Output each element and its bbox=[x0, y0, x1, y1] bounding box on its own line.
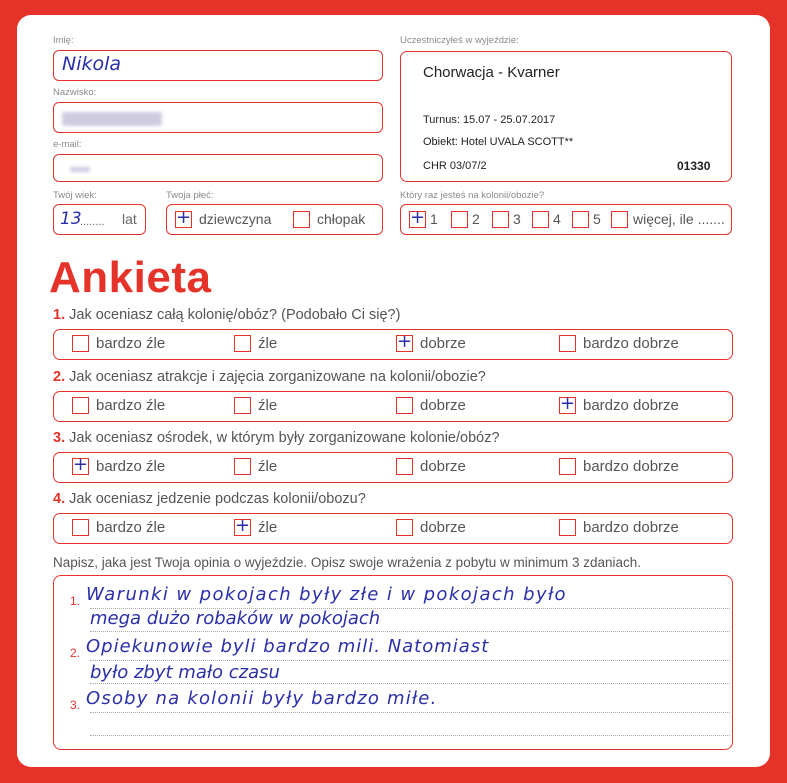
visits-option-3: 3 bbox=[513, 211, 521, 227]
answer-checkbox-4-1[interactable] bbox=[72, 519, 89, 536]
answer-mark-4: + bbox=[235, 515, 251, 536]
visits-checkbox-4[interactable] bbox=[532, 211, 549, 228]
visits-option-more: więcej, ile ....... bbox=[633, 211, 725, 227]
opinion-line-5: Osoby na kolonii były bardzo miłe. bbox=[86, 688, 438, 709]
answer-label-4-2: źle bbox=[258, 519, 278, 536]
answer-label-1-1: bardzo źle bbox=[96, 335, 166, 352]
gender-label: Twoja płeć: bbox=[166, 190, 214, 201]
answer-checkbox-4-4[interactable] bbox=[559, 519, 576, 536]
question-1: 1. Jak oceniasz całą kolonię/obóz? (Podobało Ci się?) bbox=[53, 307, 401, 323]
gender-option-girl: dziewczyna bbox=[199, 211, 272, 227]
answer-label-1-4: bardzo dobrze bbox=[583, 335, 679, 352]
answer-label-3-1: bardzo źle bbox=[96, 458, 166, 475]
survey-title: Ankieta bbox=[49, 253, 212, 302]
opinion-box[interactable] bbox=[53, 575, 733, 750]
trip-turnus: Turnus: 15.07 - 25.07.2017 bbox=[423, 114, 556, 126]
answer-mark-1: + bbox=[397, 331, 413, 352]
answer-label-4-1: bardzo źle bbox=[96, 519, 166, 536]
opinion-number-1: 1. bbox=[70, 594, 81, 608]
age-dots: ........ bbox=[80, 216, 105, 228]
visits-checkbox-1[interactable]: + bbox=[410, 207, 426, 228]
visits-option-4: 4 bbox=[553, 211, 561, 227]
visits-option-1: 1 bbox=[430, 211, 438, 227]
opinion-line-1: Warunki w pokojach były złe i w pokojach było bbox=[86, 584, 567, 605]
gender-checkbox-girl[interactable]: + bbox=[176, 207, 192, 228]
opinion-prompt: Napisz, jaka jest Twoja opinia o wyjeździe. Opisz swoje wrażenia z pobytu w minimum 3 zdaniach. bbox=[53, 555, 642, 570]
surname-label: Nazwisko: bbox=[53, 87, 97, 98]
visits-option-2: 2 bbox=[472, 211, 480, 227]
visits-label: Który raz jesteś na kolonii/obozie? bbox=[400, 190, 545, 201]
trip-code: CHR 03/07/2 bbox=[423, 160, 487, 172]
trip-number: 01330 bbox=[677, 159, 711, 173]
answer-label-1-2: źle bbox=[258, 335, 278, 352]
trip-obiekt: Obiekt: Hotel UVALA SCOTT** bbox=[423, 136, 574, 148]
answer-label-1-3: dobrze bbox=[420, 335, 466, 352]
answer-checkbox-3-4[interactable] bbox=[559, 458, 576, 475]
answer-label-3-4: bardzo dobrze bbox=[583, 458, 679, 475]
answer-checkbox-1-2[interactable] bbox=[234, 335, 251, 352]
gender-option-boy: chłopak bbox=[317, 211, 366, 227]
answer-mark-3: + bbox=[73, 454, 89, 475]
answer-checkbox-1-3[interactable] bbox=[396, 331, 413, 352]
question-2: 2. Jak oceniasz atrakcje i zajęcia zorganizowane na kolonii/obozie? bbox=[53, 369, 486, 385]
name-value: Nikola bbox=[62, 53, 122, 75]
answer-checkbox-1-4[interactable] bbox=[559, 335, 576, 352]
answer-checkbox-2-2[interactable] bbox=[234, 397, 251, 414]
name-label: Imię: bbox=[53, 35, 74, 46]
gender-field bbox=[166, 204, 383, 235]
visits-checkbox-more[interactable] bbox=[611, 211, 628, 228]
opinion-line-4: było zbyt mało czasu bbox=[90, 662, 280, 683]
trip-title: Chorwacja - Kvarner bbox=[423, 64, 560, 81]
surname-field[interactable] bbox=[53, 102, 383, 133]
answer-checkbox-3-1[interactable] bbox=[72, 454, 89, 475]
age-unit: lat bbox=[122, 211, 137, 227]
answer-checkbox-4-3[interactable] bbox=[396, 519, 413, 536]
question-3: 3. Jak oceniasz ośrodek, w którym były zorganizowane kolonie/obóz? bbox=[53, 430, 500, 446]
answer-label-3-3: dobrze bbox=[420, 458, 466, 475]
trip-info-box bbox=[400, 51, 732, 182]
gender-checkbox-boy[interactable] bbox=[293, 211, 310, 228]
visits-checkbox-2[interactable] bbox=[451, 211, 468, 228]
answer-label-2-4: bardzo dobrze bbox=[583, 397, 679, 414]
answer-row-4 bbox=[53, 513, 733, 544]
survey-sheet bbox=[17, 15, 770, 767]
email-label: e-mail: bbox=[53, 139, 82, 150]
visits-checkbox-5[interactable] bbox=[572, 211, 589, 228]
age-value: 13 bbox=[60, 209, 82, 229]
answer-row-2 bbox=[53, 391, 733, 422]
trip-label: Uczestniczyłeś w wyjeździe: bbox=[400, 35, 519, 46]
answer-row-3 bbox=[53, 452, 733, 483]
answer-mark-2: + bbox=[560, 393, 576, 414]
answer-row-1 bbox=[53, 329, 733, 360]
name-field[interactable] bbox=[53, 50, 383, 81]
answer-checkbox-2-1[interactable] bbox=[72, 397, 89, 414]
answer-label-4-3: dobrze bbox=[420, 519, 466, 536]
answer-label-3-2: źle bbox=[258, 458, 278, 475]
answer-checkbox-3-3[interactable] bbox=[396, 458, 413, 475]
visits-checkbox-3[interactable] bbox=[492, 211, 509, 228]
visits-field bbox=[400, 204, 732, 235]
email-field[interactable] bbox=[53, 154, 383, 182]
age-label: Twój wiek: bbox=[53, 190, 97, 201]
visits-option-5: 5 bbox=[593, 211, 601, 227]
answer-checkbox-2-4[interactable] bbox=[559, 393, 576, 414]
answer-checkbox-2-3[interactable] bbox=[396, 397, 413, 414]
answer-label-2-1: bardzo źle bbox=[96, 397, 166, 414]
redacted-surname bbox=[62, 112, 162, 126]
opinion-line-3: Opiekunowie byli bardzo mili. Natomiast bbox=[86, 636, 490, 657]
redacted-email bbox=[70, 167, 90, 172]
answer-label-4-4: bardzo dobrze bbox=[583, 519, 679, 536]
answer-label-2-2: źle bbox=[258, 397, 278, 414]
answer-checkbox-1-1[interactable] bbox=[72, 335, 89, 352]
opinion-number-2: 2. bbox=[70, 646, 81, 660]
age-field[interactable] bbox=[53, 204, 146, 235]
opinion-number-3: 3. bbox=[70, 698, 81, 712]
answer-checkbox-3-2[interactable] bbox=[234, 458, 251, 475]
answer-label-2-3: dobrze bbox=[420, 397, 466, 414]
opinion-line-2: mega dużo robaków w pokojach bbox=[90, 608, 381, 629]
question-4: 4. Jak oceniasz jedzenie podczas kolonii/obozu? bbox=[53, 491, 366, 507]
answer-checkbox-4-2[interactable] bbox=[234, 515, 251, 536]
